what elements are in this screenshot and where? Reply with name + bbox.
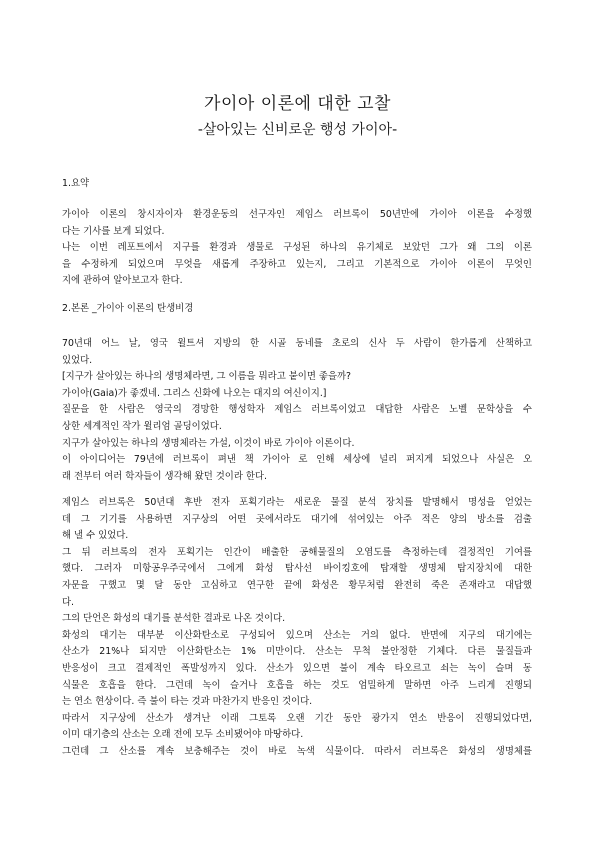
section-2-paragraph-1 xyxy=(62,336,532,485)
text-line: 가이아 이론의 창시자이자 환경운동의 선구자인 제임스 러브록이 50년만에 가이아 이론을 수정했 xyxy=(62,209,532,220)
text-line: 있었다. xyxy=(62,354,93,366)
text-line: 지에 관하여 알아보고자 한다. xyxy=(62,275,183,287)
text-line: 데 그 기기를 사용하면 지구상의 어떤 곳에서라도 대기에 섞여있는 아주 적은 양의 방소를 검출 xyxy=(62,513,532,525)
text-line: 을 수정하게 되었으며 무엇을 새롭게 주장하고 있는지, 그리고 기본적으로 가이아 이론이 무엇인 xyxy=(62,258,532,270)
text-line: 다는 기사를 보게 되었다. xyxy=(62,225,165,237)
text-line: 지구가 살아있는 하나의 생명체라는 가설, 이것이 바로 가이아 이론이다. xyxy=(62,437,355,449)
text-line: 화성의 대기는 대부분 이산화탄소로 구성되어 있으며 산소는 거의 없다. 반면에 지구의 대기에는 xyxy=(62,629,532,641)
text-line: [지구가 살아있는 하나의 생명체라면, 그 이름을 뭐라고 붙이면 좋을까? xyxy=(62,371,352,383)
text-line: 질문을 한 사람은 영국의 경망한 행성학자 제임스 러브록이었고 대답한 사람은 노벨 문학상을 수 xyxy=(62,404,532,416)
text-line: 그런데 그 산소를 계속 보충해주는 것이 바로 녹색 식물이다. 따라서 러브록은 화성의 생명체를 xyxy=(62,745,532,757)
text-line: 70년대 어느 날, 영국 윌트셔 지방의 한 시골 동네를 초로의 신사 두 사람이 한가롭게 산책하고 xyxy=(62,338,532,349)
text-line: 반응성이 크고 결제적인 폭발성까지 있다. 산소가 있으면 불이 계속 타오르고 쇠는 녹이 슬며 동 xyxy=(62,662,532,674)
text-line: 는 연소 현상이다. 즉 불이 타는 것과 마찬가지 반응인 것이다. xyxy=(62,696,313,708)
text-line: 했다. 그러자 미항공우주국에서 그에게 화성 탐사선 바이킹호에 탑재할 생명체 탐지장치에 대한 xyxy=(62,563,532,575)
document-subtitle: -살아있는 신비로운 행성 가이아- xyxy=(197,122,398,138)
text-line: 래 전부터 여러 학자들이 생각해 왔던 것이라 한다. xyxy=(62,470,267,482)
text-line: 다. xyxy=(62,596,75,608)
section-2-heading: 2.본론 _가이아 이론의 탄생비경 xyxy=(62,303,194,314)
document-title: 가이아 이론에 대한 고찰 xyxy=(204,94,391,114)
text-line: 그 뒤 러브록의 전자 포획기는 인간이 배출한 공해물질의 오염도를 측정하는데 결정적인 기여를 xyxy=(62,546,532,558)
text-line: 식물은 호흡을 한다. 그런데 녹이 슬거나 호흡을 하는 것도 엄밀하게 말하면 아주 느리게 진행되 xyxy=(62,679,532,691)
section-2-paragraph-2 xyxy=(62,495,532,761)
section-1-paragraph-1 xyxy=(62,207,532,290)
text-line: 해 낼 수 있었다. xyxy=(62,530,129,542)
text-line: 산소가 21%나 되지만 이산화탄소는 1% 미만이다. 산소는 무척 불안정한 기체다. 다른 물질들과 xyxy=(62,646,532,658)
text-line: 제임스 러브록은 50년대 후반 전자 포획기라는 새로운 물질 분석 장치를 발명해서 명성을 얻었는 xyxy=(62,497,532,508)
text-line: 이 아이디어는 79년에 러브록이 펴낸 책 가이아 로 인해 세상에 널리 퍼지게 되었으나 사실은 오 xyxy=(62,454,532,466)
text-line: 가이아(Gaia)가 좋겠네. 그리스 신화에 나오는 대지의 여신이지.] xyxy=(62,387,327,399)
text-line: 따라서 지구상에 산소가 생겨난 이래 그토록 오랜 기간 동안 광가지 연소 반응이 진행되었다면, xyxy=(62,712,532,724)
text-line: 자문을 구했고 몇 달 동안 고심하고 연구한 끝에 화성은 황무처럼 완전히 죽은 존재라고 대답했 xyxy=(62,579,532,591)
text-line: 이미 대기층의 산소는 오래 전에 모두 소비됐어야 마땅하다. xyxy=(62,729,304,741)
section-1-heading: 1.요약 xyxy=(62,178,90,189)
text-line: 상한 세계적인 작가 윌리엄 골딩이었다. xyxy=(62,420,222,432)
text-line: 나는 이번 레포트에서 지구를 환경과 생물로 구성된 하나의 유기체로 보았던 그가 왜 그의 이론 xyxy=(62,242,532,254)
text-line: 그의 단언은 화성의 대기를 분석한 결과로 나온 것이다. xyxy=(62,613,286,625)
